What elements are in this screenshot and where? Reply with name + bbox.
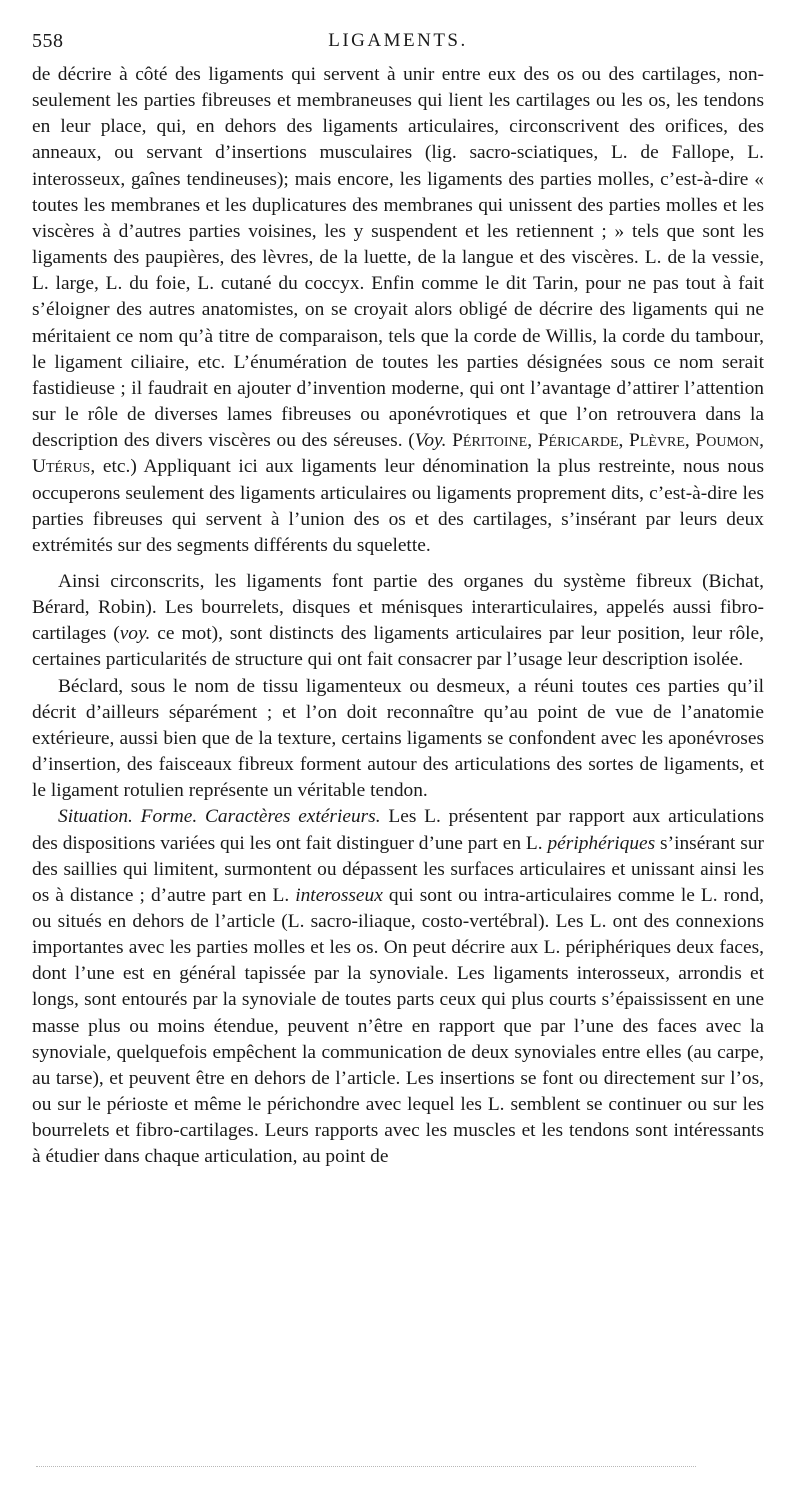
cross-reference: Utérus [32,456,91,478]
section-heading: Situation. Forme. Caractères extérieurs. [58,806,381,828]
paragraph-1-text: de décrire à côté des ligaments qui servent à unir entre eux des os ou des cartilages, non-seulement les parties fibreuses et membraneuses qui lient les cartilages ou les os, les tendons en leur place, qui, en dehors des ligaments articulaires, circonscrivent des orifices, des anneaux, ou servant d’insertions musculaires (lig. sacro-sciatiques, L. de Fallope, L. interosseux, gaînes tendineuses); mais encore, les ligaments des parties molles, c’est-à-dire « toutes les membranes et les duplicatures des membranes qui unissent des parties molles et les viscères à d’autres parties voisines, les y suspendent et les retiennent ; » tels que sont les ligaments des paupières, des lèvres, de la luette, de la langue et des viscères. L. de la vessie, L. large, L. du foie, L. cutané du coccyx. Enfin comme le dit Tarin, pour ne pas tout à fait s’éloigner des autres anatomistes, on se croyait alors obligé de décrire des ligaments qui ne méritaient ce nom qu’à titre de comparaison, tels que la corde de Willis, la corde du tambour, le ligament ciliaire, etc. L’énumération de toutes les parties désignées sous ce nom serait fastidieuse ; il faudrait en ajouter d’invention moderne, qui ont l’avantage d’attirer l’attention sur le rôle de diverses lames fibreuses ou aponévrotiques et que l’on retrouvera dans la description des divers viscères ou des séreuses. ( [32,64,764,452]
body-text [32,62,764,1171]
paragraph-1-text-continued: , etc.) Appliquant ici aux ligaments leur dénomination la plus restreinte, nous nous occuperons seulement des ligaments articulaires ou ligaments proprement dits, c’est-à-dire les parties fibreuses qui servent à l’union des os et des cartilages, s’insérant par leurs deux extrémités sur des segments différents du squelette. [32,456,764,556]
cross-reference: Poumon [695,430,760,452]
paragraph-3: Béclard, sous le nom de tissu ligamenteux ou desmeux, a réuni toutes ces parties qu’il décrit d’ailleurs séparément ; et l’on doit reconnaître qu’au point de vue de l’anatomie extérieure, aussi bien que de la texture, certains ligaments se confondent avec les aponévroses d’insertion, des faisceaux fibreux forment autour des articulations des sortes de ligaments, et le ligament rotulien représente un véritable tendon. [32,675,764,802]
voy-abbreviation: Voy. [414,430,447,452]
running-title: LIGAMENTS. [328,30,468,51]
page-number: 558 [32,30,64,52]
paragraph-1: de décrire à côté des ligaments qui servent à unir entre eux des os ou des cartilages, non-seulement les parties fibreuses et membraneuses qui lient les cartilages ou les os, les tendons en leur place, qui, en dehors des ligaments articulaires, circonscrivent des orifices, des anneaux, ou servant d’insertions musculaires (lig. sacro-sciatiques, L. de Fallope, L. interosseux, gaînes tendineuses); mais encore, les ligaments des parties molles, c’est-à-dire « toutes les membranes et les duplicatures des membranes qui unissent des parties molles et les viscères à d’autres parties voisines, les y suspendent et les retiennent ; » tels que sont les ligaments des paupières, des lèvres, de la luette, de la langue et des viscères. L. de la vessie, L. large, L. du foie, L. cutané du coccyx. Enfin comme le dit Tarin, pour ne pas tout à fait s’éloigner des autres anatomistes, on se croyait alors obligé de décrire des ligaments qui ne méritaient ce nom qu’à titre de comparaison, tels que la corde de Willis, la corde du tambour, le ligament ciliaire, etc. L’énumération de toutes les parties désignées sous ce nom serait fastidieuse ; il faudrait en ajouter d’invention moderne, qui ont l’avantage d’attirer l’attention sur le rôle de diverses lames fibreuses ou aponévrotiques et que l’on retrouvera dans la description des divers viscères ou des séreuses. (Voy. Péritoine, Péricarde, Plèvre, Poumon, Utérus, etc.) Appliquant ici aux ligaments leur dénomination la plus restreinte, nous nous occuperons seulement des ligaments articulaires ou ligaments proprement dits, c’est-à-dire les parties fibreuses qui servent à l’union des os et des cartilages, s’insérant par leurs deux extrémités sur des segments différents du squelette. [32,64,764,556]
paragraph-2: Ainsi circonscrits, les ligaments font partie des organes du système fibreux (Bichat, Bérard, Robin). Les bourrelets, disques et ménisques interarticulaires, appelés aussi fibro-cartilages (voy. ce mot), sont distincts des ligaments articulaires par leur position, leur rôle, certaines particularités de structure qui ont fait consacrer par l’usage leur description isolée. [32,570,765,671]
voy-abbreviation: voy. [119,623,151,645]
page-header [32,30,764,56]
bleed-through-rule [36,1466,696,1467]
cross-reference: Péricarde [537,430,619,452]
cross-reference: Péritoine [452,430,528,452]
term-peripheriques: périphériques [547,832,656,854]
paragraph-4: Situation. Forme. Caractères extérieurs. Les L. présentent par rapport aux articulations des dispositions variées qui les ont fait distinguer d’une part en L. périphériques s’insérant sur des saillies qui limitent, surmontent ou dépassent les surfaces articulaires et unissant ainsi les os à distance ; d’autre part en L. interosseux qui sont ou intra-articulaires comme le L. rond, ou situés en dehors de l’article (L. sacro-iliaque, costo-vertébral). Les L. ont des connexions importantes avec les parties molles et les os. On peut décrire aux L. périphériques deux faces, dont l’une est en général tapissée par la synoviale. Les ligaments interosseux, arrondis et longs, sont entourés par la synoviale de toutes parts ceux qui plus courts s’épaississent en une masse plus ou moins étendue, peuvent n’être en rapport que par l’une des faces avec la synoviale, quelquefois empêchent la communication de deux synoviales entre elles (au carpe, au tarse), et peuvent être en dehors de l’article. Les insertions se font ou directement sur l’os, ou sur le périoste et même le périchondre avec lequel les L. semblent se continuer ou sur les bourrelets et fibro-cartilages. Leurs rapports avec les muscles et les tendons sont intéressants à étudier dans chaque articulation, au point de [32,806,765,1168]
cross-reference: Plèvre [629,430,685,452]
term-interosseux: interosseux [295,884,383,906]
